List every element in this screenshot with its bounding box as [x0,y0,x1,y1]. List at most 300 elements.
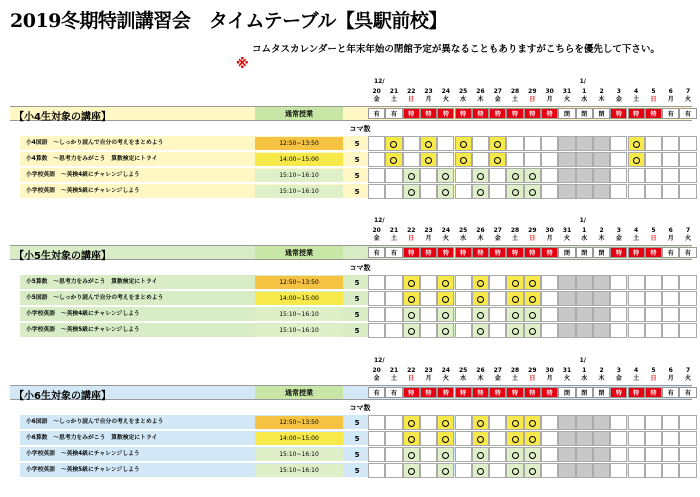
day-number: 27 [493,226,502,234]
session-circle-icon [442,452,449,459]
schedule-cell [628,323,645,338]
schedule-cell [455,275,472,290]
day-number: 29 [528,87,537,95]
schedule-cell [368,463,385,478]
day-number: 22 [407,87,416,95]
schedule-cell [437,291,454,306]
schedule-cell [524,275,541,290]
weekday: 月 [667,374,674,382]
schedule-cell [558,447,575,462]
course-koma: 5 [354,278,360,287]
schedule-cell [385,323,402,338]
schedule-cell [437,323,454,338]
schedule-cell [472,168,489,183]
session-circle-icon [512,468,519,475]
course-time: 12:50~13:50 [255,416,343,429]
section-title: 【小6生対象の講座】 [14,391,111,402]
schedule-cell [506,323,523,338]
schedule-cell [506,136,523,151]
schedule-cell [385,447,402,462]
schedule-cell [541,291,558,306]
schedule-cell [593,323,610,338]
course-koma: 5 [354,171,360,180]
day-number: 24 [441,226,451,234]
schedule-cell [679,152,696,167]
schedule-cell [558,152,575,167]
weekday: 金 [494,95,501,103]
session-circle-icon [442,420,449,427]
session-circle-icon [529,296,536,303]
day-number: 4 [634,226,639,234]
schedule-cell [437,415,454,430]
schedule-cell [610,431,627,446]
session-circle-icon [529,173,536,180]
session-circle-icon [408,328,415,335]
schedule-cell [610,184,627,199]
course-time: 14:00~15:00 [255,153,343,166]
schedule-cell [455,168,472,183]
status-cell-6: 有 [662,108,679,119]
schedule-cell [576,291,593,306]
status-cell-28: 特 [506,247,523,258]
schedule-cell [368,431,385,446]
day-number: 20 [372,226,381,234]
status-cell-23: 特 [420,108,437,119]
weekday: 木 [477,234,484,242]
session-circle-icon [512,312,519,319]
day-number: 5 [651,226,656,234]
status-cell-23: 特 [420,247,437,258]
schedule-cell [541,136,558,151]
status-cell-5: 特 [645,387,662,398]
course-name: 小学校英語 ～英検5級にチャレンジしよう [26,327,140,333]
session-circle-icon [512,280,519,287]
schedule-cell [368,152,385,167]
schedule-cell [610,291,627,306]
schedule-cell [403,291,420,306]
schedule-cell [437,136,454,151]
weekday: 土 [390,95,397,103]
schedule-cell [679,447,696,462]
schedule-cell [506,447,523,462]
session-circle-icon [442,328,449,335]
schedule-cell [628,463,645,478]
day-number: 27 [493,87,502,95]
schedule-cell [420,136,437,151]
course-time: 15:10~16:10 [255,448,343,461]
status-cell-26: 特 [472,108,489,119]
session-circle-icon [390,141,397,148]
koma-label: コマ数 [349,264,371,272]
course-name: 小4国語 ～しっかり読んで自分の考えをまとめよう [26,140,164,146]
day-number: 2 [599,87,604,95]
status-cell-27: 特 [489,108,506,119]
schedule-cell [472,307,489,322]
schedule-cell [610,168,627,183]
day-number: 29 [528,366,537,374]
schedule-cell [455,431,472,446]
schedule-cell [645,152,662,167]
month-january: 1/ [579,357,586,364]
schedule-cell [558,168,575,183]
weekday: 日 [529,234,536,242]
status-cell-6: 有 [662,247,679,258]
schedule-cell [558,323,575,338]
status-cell-2: 閉 [593,247,610,258]
schedule-cell [489,136,506,151]
day-number: 20 [372,366,381,374]
schedule-cell [403,136,420,151]
schedule-cell [593,447,610,462]
schedule-cell [576,307,593,322]
session-circle-icon [460,157,467,164]
notice-mark: ※ [236,57,249,72]
day-number: 7 [685,87,691,95]
schedule-cell [506,184,523,199]
schedule-cell [489,168,506,183]
weekday: 月 [667,234,674,242]
course-name: 小6算数 ～思考力をみがこう 算数検定にトライ [26,435,158,441]
schedule-cell [610,307,627,322]
schedule-cell [385,415,402,430]
session-circle-icon [460,141,467,148]
status-cell-31: 閉 [558,108,575,119]
course-name: 小学校英語 ～英検5級にチャレンジしよう [26,467,140,473]
weekday: 土 [512,95,519,103]
session-circle-icon [512,452,519,459]
schedule-cell [472,415,489,430]
schedule-cell [576,431,593,446]
schedule-cell [662,152,679,167]
status-cell-22: 特 [403,247,420,258]
day-number: 29 [528,226,537,234]
schedule-cell [662,136,679,151]
status-cell-1: 閉 [576,247,593,258]
status-cell-30: 特 [541,387,558,398]
koma-label: コマ数 [349,404,371,412]
session-circle-icon [408,296,415,303]
weekday: 火 [563,95,570,103]
weekday: 土 [633,234,640,242]
day-number: 28 [510,366,520,374]
weekday: 水 [460,95,467,103]
schedule-cell [662,291,679,306]
schedule-cell [610,152,627,167]
session-circle-icon [477,296,484,303]
schedule-cell [420,431,437,446]
schedule-cell [506,431,523,446]
schedule-cell [368,447,385,462]
month-december: 12/ [374,217,385,224]
status-cell-26: 特 [472,387,489,398]
schedule-cell [628,447,645,462]
month-january: 1/ [579,78,586,85]
session-circle-icon [477,328,484,335]
schedule-cell [628,136,645,151]
status-cell-24: 特 [437,108,454,119]
course-name: 小学校英語 ～英検4級にチャレンジしよう [26,172,140,178]
schedule-cell [541,184,558,199]
weekday: 火 [442,95,449,103]
day-number: 22 [407,366,416,374]
day-number: 25 [458,226,468,234]
weekday: 日 [408,234,415,242]
schedule-cell [455,463,472,478]
weekday: 金 [373,374,380,382]
schedule-cell [420,415,437,430]
course-name: 小6国語 ～しっかり読んで自分の考えをまとめよう [26,419,164,425]
schedule-cell [368,136,385,151]
session-circle-icon [408,173,415,180]
schedule-cell [524,447,541,462]
schedule-cell [593,184,610,199]
schedule-cell [679,136,696,151]
day-number: 5 [651,87,656,95]
weekday: 月 [425,374,432,382]
status-cell-2: 閉 [593,108,610,119]
session-circle-icon [442,436,449,443]
status-cell-3: 特 [610,387,627,398]
section-title: 【小5生対象の講座】 [14,251,111,262]
schedule-cell [489,184,506,199]
day-number: 26 [476,87,485,95]
schedule-cell [679,275,696,290]
weekday: 金 [615,234,622,242]
weekday: 水 [460,234,467,242]
schedule-cell [628,275,645,290]
schedule-cell [403,447,420,462]
session-circle-icon [529,452,536,459]
schedule-cell [455,323,472,338]
course-name: 小学校英語 ～英検5級にチャレンジしよう [26,188,140,194]
schedule-cell [541,463,558,478]
schedule-cell [610,463,627,478]
schedule-cell [403,463,420,478]
schedule-cell [593,307,610,322]
schedule-cell [368,415,385,430]
day-number: 22 [407,226,416,234]
status-cell-31: 閉 [558,247,575,258]
regular-class-label: 通常授業 [255,386,343,399]
schedule-cell [489,447,506,462]
status-cell-31: 閉 [558,387,575,398]
schedule-cell [403,415,420,430]
weekday: 水 [581,95,588,103]
schedule-cell [524,323,541,338]
schedule-cell [576,152,593,167]
schedule-cell [593,152,610,167]
course-koma: 5 [354,294,360,303]
schedule-cell [645,184,662,199]
schedule-cell [593,168,610,183]
weekday: 火 [685,374,692,382]
day-number: 3 [616,366,621,374]
day-number: 4 [634,87,639,95]
schedule-cell [489,307,506,322]
section-title: 【小4生対象の講座】 [14,112,111,123]
schedule-cell [662,168,679,183]
schedule-cell [472,291,489,306]
month-december: 12/ [374,78,385,85]
schedule-cell [628,307,645,322]
schedule-cell [558,275,575,290]
schedule-cell [385,431,402,446]
session-circle-icon [390,157,397,164]
session-circle-icon [477,468,484,475]
day-number: 6 [668,366,673,374]
schedule-cell [524,415,541,430]
schedule-cell [403,323,420,338]
schedule-cell [437,168,454,183]
schedule-cell [679,415,696,430]
weekday: 月 [425,95,432,103]
section-6th-grade [0,357,700,497]
schedule-cell [593,415,610,430]
day-number: 1 [582,87,587,95]
session-circle-icon [408,436,415,443]
course-koma: 5 [354,187,360,196]
schedule-cell [403,184,420,199]
status-cell-28: 特 [506,108,523,119]
status-cell-30: 特 [541,108,558,119]
session-circle-icon [633,141,640,148]
status-cell-27: 特 [489,247,506,258]
schedule-cell [472,463,489,478]
weekday: 日 [650,374,657,382]
course-koma: 5 [354,466,360,475]
weekday: 水 [460,374,467,382]
session-circle-icon [442,296,449,303]
schedule-cell [420,184,437,199]
weekday: 月 [425,234,432,242]
weekday: 火 [563,234,570,242]
weekday: 日 [650,234,657,242]
course-time: 15:10~16:10 [255,308,343,321]
schedule-cell [368,291,385,306]
session-circle-icon [442,189,449,196]
weekday: 土 [512,374,519,382]
schedule-cell [524,152,541,167]
course-koma: 5 [354,434,360,443]
day-number: 30 [545,87,554,95]
schedule-cell [524,168,541,183]
schedule-cell [662,184,679,199]
schedule-cell [645,168,662,183]
status-cell-25: 特 [455,108,472,119]
weekday: 金 [494,374,501,382]
schedule-cell [558,307,575,322]
schedule-cell [489,291,506,306]
schedule-cell [558,463,575,478]
day-number: 7 [685,226,691,234]
session-circle-icon [408,280,415,287]
status-cell-29: 特 [524,387,541,398]
schedule-cell [385,275,402,290]
schedule-cell [645,415,662,430]
day-number: 24 [441,87,451,95]
schedule-cell [541,447,558,462]
day-number: 25 [458,366,468,374]
schedule-cell [610,447,627,462]
schedule-cell [385,184,402,199]
session-circle-icon [408,452,415,459]
schedule-cell [610,136,627,151]
weekday: 金 [615,95,622,103]
schedule-cell [662,447,679,462]
status-cell-29: 特 [524,108,541,119]
session-circle-icon [512,420,519,427]
weekday: 日 [529,95,536,103]
day-number: 23 [424,366,433,374]
schedule-cell [437,184,454,199]
schedule-cell [420,291,437,306]
schedule-cell [679,463,696,478]
weekday: 火 [442,374,449,382]
status-cell-21: 有 [385,108,402,119]
session-circle-icon [477,280,484,287]
schedule-cell [385,168,402,183]
status-cell-1: 閉 [576,108,593,119]
schedule-cell [628,431,645,446]
day-number: 20 [372,87,381,95]
schedule-cell [576,168,593,183]
schedule-cell [610,415,627,430]
day-number: 26 [476,366,485,374]
schedule-cell [662,415,679,430]
day-number: 3 [616,87,621,95]
course-time: 15:10~16:10 [255,324,343,337]
schedule-cell [437,275,454,290]
session-circle-icon [512,189,519,196]
schedule-cell [472,184,489,199]
schedule-cell [645,307,662,322]
course-name: 小学校英語 ～英検4級にチャレンジしよう [26,451,140,457]
schedule-cell [558,431,575,446]
course-koma: 5 [354,310,360,319]
schedule-cell [472,275,489,290]
schedule-cell [506,291,523,306]
day-number: 21 [389,366,399,374]
schedule-cell [645,275,662,290]
weekday: 月 [667,95,674,103]
day-number: 2 [599,366,604,374]
weekday: 日 [529,374,536,382]
schedule-cell [679,307,696,322]
schedule-cell [558,184,575,199]
session-circle-icon [408,468,415,475]
course-name: 小5算数 ～思考力をみがこう 算数検定にトライ [26,279,158,285]
status-cell-20: 有 [368,108,385,119]
session-circle-icon [633,157,640,164]
schedule-cell [506,168,523,183]
status-cell-21: 有 [385,387,402,398]
schedule-cell [472,152,489,167]
course-time: 15:10~16:10 [255,464,343,477]
course-name: 小5国語 ～しっかり読んで自分の考えをまとめよう [26,295,164,301]
schedule-cell [679,168,696,183]
status-cell-29: 特 [524,247,541,258]
session-circle-icon [477,420,484,427]
course-time: 14:00~15:00 [255,432,343,445]
weekday: 月 [546,95,553,103]
status-cell-27: 特 [489,387,506,398]
session-circle-icon [425,157,432,164]
weekday: 木 [598,374,605,382]
status-cell-2: 閉 [593,387,610,398]
day-number: 4 [634,366,639,374]
schedule-cell [593,291,610,306]
schedule-cell [628,168,645,183]
